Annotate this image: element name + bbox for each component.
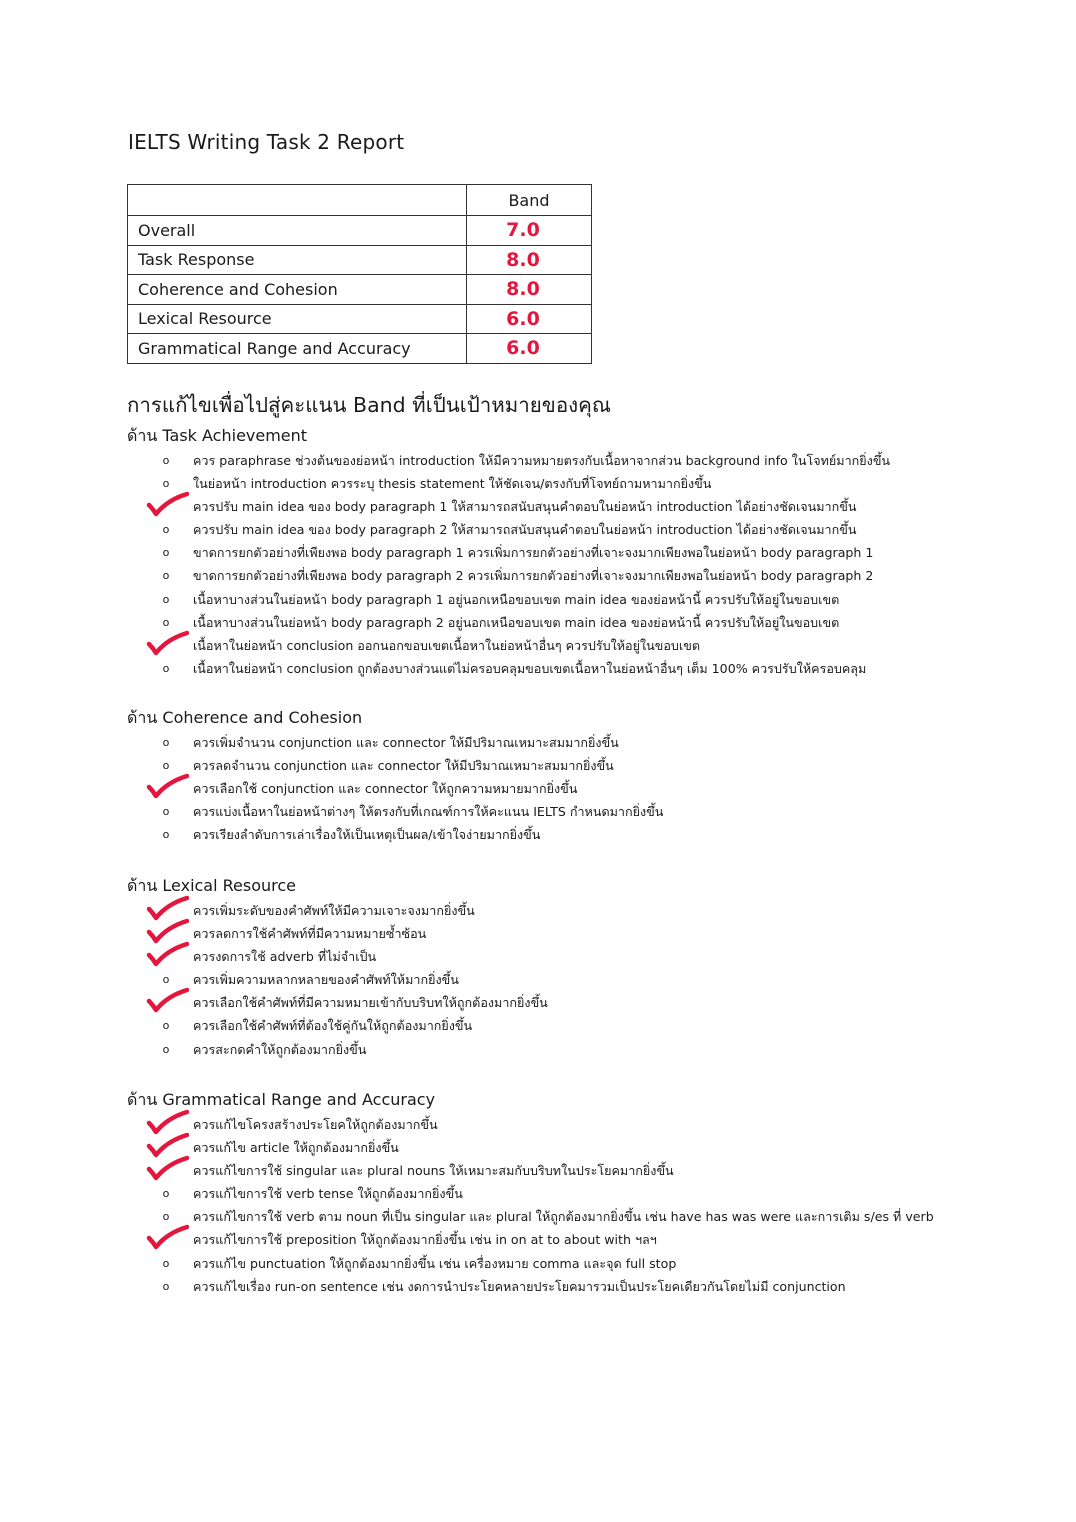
feedback-text: เนื้อหาบางส่วนในย่อหน้า body paragraph 1 อยู่นอกเหนือขอบเขต main idea ของย่อหน้านี้ ควรปรับให้อยู่ในขอบเขต	[193, 591, 840, 607]
section-heading: ด้าน Task Achievement	[127, 426, 308, 445]
bullet-icon: o	[162, 661, 170, 675]
bullet-icon: o	[162, 973, 170, 987]
red-check-icon	[145, 490, 189, 518]
table-header-empty	[128, 185, 467, 216]
bullet-icon: o	[162, 523, 170, 537]
feedback-list	[127, 1113, 934, 1298]
feedback-text: ควรแก้ไขโครงสร้างประโยคให้ถูกต้องมากขึ้น	[193, 1117, 438, 1132]
feedback-item	[127, 495, 890, 518]
red-check-icon	[145, 629, 189, 657]
feedback-text: ควรเพิ่มความหลากหลายของคำศัพท์ให้มากยิ่งขึ้น	[193, 972, 459, 988]
feedback-item	[127, 968, 548, 991]
red-check-icon	[145, 986, 189, 1014]
feedback-item	[127, 777, 663, 800]
criterion-label: Coherence and Cohesion	[128, 275, 467, 305]
feedback-item	[127, 945, 548, 968]
feedback-item	[127, 564, 890, 587]
feedback-text: เนื้อหาในย่อหน้า conclusion ออกนอกขอบเขตเนื้อหาในย่อหน้าอื่นๆ ควรปรับให้อยู่ในขอบเขต	[193, 637, 701, 653]
bullet-icon: o	[162, 454, 170, 467]
improvement-heading: การแก้ไขเพื่อไปสู่คะแนน Band ที่เป็นเป้าหมายของคุณ	[127, 393, 611, 417]
band-score-table	[127, 184, 592, 364]
section-heading: ด้าน Grammatical Range and Accuracy	[127, 1090, 436, 1109]
feedback-text: ควรแก้ไขการใช้ verb tense ให้ถูกต้องมากยิ่งขึ้น	[193, 1186, 463, 1202]
feedback-item	[127, 449, 890, 472]
feedback-text: เนื้อหาในย่อหน้า conclusion ถูกต้องบางส่วนแต่ไม่ครอบคลุมขอบเขตเนื้อหาในย่อหน้าอื่นๆ เต็ม 100% ควรปรับให้ครอบคลุม	[193, 660, 867, 676]
bullet-icon: o	[162, 759, 170, 773]
bullet-icon: o	[162, 592, 170, 606]
feedback-item	[127, 899, 548, 922]
feedback-text: ควรงดการใช้ adverb ที่ไม่จำเป็น	[193, 949, 377, 965]
bullet-icon: o	[162, 477, 170, 491]
page-title: IELTS Writing Task 2 Report	[128, 130, 405, 154]
bullet-icon: o	[162, 805, 170, 819]
red-check-icon	[145, 772, 189, 800]
feedback-text: ควรแก้ไข article ให้ถูกต้องมากยิ่งขึ้น	[193, 1140, 399, 1156]
feedback-text: ควรแก้ไขการใช้ singular และ plural nouns ให้เหมาะสมกับบริบทในประโยคมากยิ่งขึ้น	[193, 1163, 674, 1179]
band-score: 8.0	[506, 278, 540, 301]
criterion-label: Overall	[128, 216, 467, 246]
feedback-list	[127, 899, 548, 1061]
bullet-icon: o	[162, 615, 170, 629]
feedback-item	[127, 1275, 934, 1298]
red-check-icon	[145, 1154, 189, 1182]
feedback-item	[127, 922, 548, 945]
feedback-text: ขาดการยกตัวอย่างที่เพียงพอ body paragraph 2 ควรเพิ่มการยกตัวอย่างที่เจาะจงมากเพียงพอในย่อหน้า body paragraph 2	[193, 568, 874, 584]
table-row	[128, 245, 592, 275]
feedback-text: ควรเรียงลำดับการเล่าเรื่องให้เป็นเหตุเป็นผล/เข้าใจง่ายมากยิ่งขึ้น	[193, 827, 541, 843]
feedback-item	[127, 588, 890, 611]
section-grammatical-range	[127, 1087, 934, 1298]
feedback-item	[127, 472, 890, 495]
feedback-text: ควรลดการใช้คำศัพท์ที่มีความหมายซ้ำซ้อน	[193, 926, 427, 942]
feedback-text: ควรแก้ไขการใช้ preposition ให้ถูกต้องมากยิ่งขึ้น เช่น in on at to about with ฯลฯ	[193, 1232, 657, 1248]
feedback-item	[127, 541, 890, 564]
feedback-text: ควรลดจำนวน conjunction และ connector ให้มีปริมาณเหมาะสมมากยิ่งขึ้น	[193, 758, 614, 774]
bullet-icon: o	[162, 1019, 170, 1033]
criterion-label: Lexical Resource	[128, 304, 467, 334]
feedback-text: ในย่อหน้า introduction ควรระบุ thesis statement ให้ชัดเจน/ตรงกับที่โจทย์ถามหามากยิ่งขึ้น	[193, 476, 712, 492]
feedback-text: ควรปรับ main idea ของ body paragraph 2 ให้สามารถสนับสนุนคำตอบในย่อหน้า introduction ได้อย่างชัดเจนมากขึ้น	[193, 522, 857, 538]
bullet-icon: o	[162, 1042, 170, 1056]
feedback-item	[127, 731, 663, 754]
section-coherence-cohesion	[127, 705, 663, 846]
feedback-item	[127, 657, 890, 680]
feedback-text: ควรแบ่งเนื้อหาในย่อหน้าต่างๆ ให้ตรงกับที่เกณฑ์การให้คะแนน IELTS กำหนดมากยิ่งขึ้น	[193, 804, 664, 820]
feedback-item	[127, 1205, 934, 1228]
feedback-text: ควรเพิ่มจำนวน conjunction และ connector ให้มีปริมาณเหมาะสมมากยิ่งขึ้น	[193, 735, 619, 750]
band-score: 6.0	[506, 337, 540, 360]
bullet-icon: o	[162, 1210, 170, 1224]
criterion-label: Grammatical Range and Accuracy	[128, 334, 467, 364]
feedback-list	[127, 731, 663, 846]
feedback-item	[127, 611, 890, 634]
feedback-text: ควรสะกดคำให้ถูกต้องมากยิ่งขึ้น	[193, 1041, 367, 1057]
bullet-icon: o	[162, 546, 170, 560]
bullet-icon: o	[162, 569, 170, 583]
feedback-text: เนื้อหาบางส่วนในย่อหน้า body paragraph 2 อยู่นอกเหนือขอบเขต main idea ของย่อหน้านี้ ควรปรับให้อยู่ในขอบเขต	[193, 614, 840, 630]
feedback-text: ขาดการยกตัวอย่างที่เพียงพอ body paragraph 1 ควรเพิ่มการยกตัวอย่างที่เจาะจงมากเพียงพอในย่อหน้า body paragraph 1	[193, 545, 874, 561]
table-row	[128, 334, 592, 364]
feedback-text: ควรเลือกใช้คำศัพท์ที่มีความหมายเข้ากับบริบทให้ถูกต้องมากยิ่งขึ้น	[193, 995, 548, 1011]
bullet-icon: o	[162, 736, 170, 749]
red-check-icon	[145, 1223, 189, 1251]
feedback-text: ควรเพิ่มระดับของคำศัพท์ให้มีความเจาะจงมากยิ่งขึ้น	[193, 903, 475, 918]
feedback-text: ควร paraphrase ช่วงต้นของย่อหน้า introduction ให้มีความหมายตรงกับเนื้อหาจากส่วน background info ในโจทย์มากยิ่งขึ้น	[193, 453, 891, 468]
feedback-text: ควรแก้ไขการใช้ verb ตาม noun ที่เป็น singular และ plural ให้ถูกต้องมากยิ่งขึ้น เช่น have has was were และการเติม s/es ที่ verb	[193, 1209, 934, 1225]
table-row	[128, 304, 592, 334]
feedback-item	[127, 1228, 934, 1251]
feedback-item	[127, 754, 663, 777]
feedback-text: ควรแก้ไข punctuation ให้ถูกต้องมากยิ่งขึ้น เช่น เครื่องหมาย comma และจุด full stop	[193, 1255, 677, 1271]
feedback-item	[127, 634, 890, 657]
section-task-achievement	[127, 423, 890, 680]
feedback-item	[127, 823, 663, 846]
feedback-item	[127, 1038, 548, 1061]
feedback-item	[127, 1113, 934, 1136]
feedback-item	[127, 1182, 934, 1205]
bullet-icon: o	[162, 1187, 170, 1201]
feedback-item	[127, 1159, 934, 1182]
feedback-item	[127, 518, 890, 541]
criterion-label: Task Response	[128, 245, 467, 275]
bullet-icon: o	[162, 1256, 170, 1270]
feedback-item	[127, 800, 663, 823]
feedback-text: ควรเลือกใช้คำศัพท์ที่ต้องใช้คู่กันให้ถูกต้องมากยิ่งขึ้น	[193, 1018, 473, 1034]
bullet-icon: o	[162, 828, 170, 842]
band-score: 6.0	[506, 307, 540, 330]
feedback-text: ควรแก้ไขเรื่อง run-on sentence เช่น งดการนำประโยคหลายประโยคมารวมเป็นประโยคเดียวกันโดยไม่มี conjunction	[193, 1278, 846, 1294]
feedback-text: ควรปรับ main idea ของ body paragraph 1 ให้สามารถสนับสนุนคำตอบในย่อหน้า introduction ได้อย่างชัดเจนมากขึ้น	[193, 499, 857, 515]
band-score: 7.0	[506, 219, 540, 242]
section-heading: ด้าน Lexical Resource	[127, 876, 297, 895]
section-heading: ด้าน Coherence and Cohesion	[127, 708, 363, 727]
band-score: 8.0	[506, 248, 540, 271]
feedback-item	[127, 1252, 934, 1275]
table-header-band: Band	[467, 185, 592, 216]
table-row	[128, 275, 592, 305]
feedback-item	[127, 1014, 548, 1037]
feedback-item	[127, 1136, 934, 1159]
section-lexical-resource	[127, 873, 548, 1061]
feedback-item	[127, 991, 548, 1014]
feedback-list	[127, 449, 890, 680]
red-check-icon	[145, 940, 189, 968]
bullet-icon: o	[162, 1279, 170, 1293]
feedback-text: ควรเลือกใช้ conjunction และ connector ให้ถูกความหมายมากยิ่งขึ้น	[193, 781, 578, 797]
table-row	[128, 216, 592, 246]
